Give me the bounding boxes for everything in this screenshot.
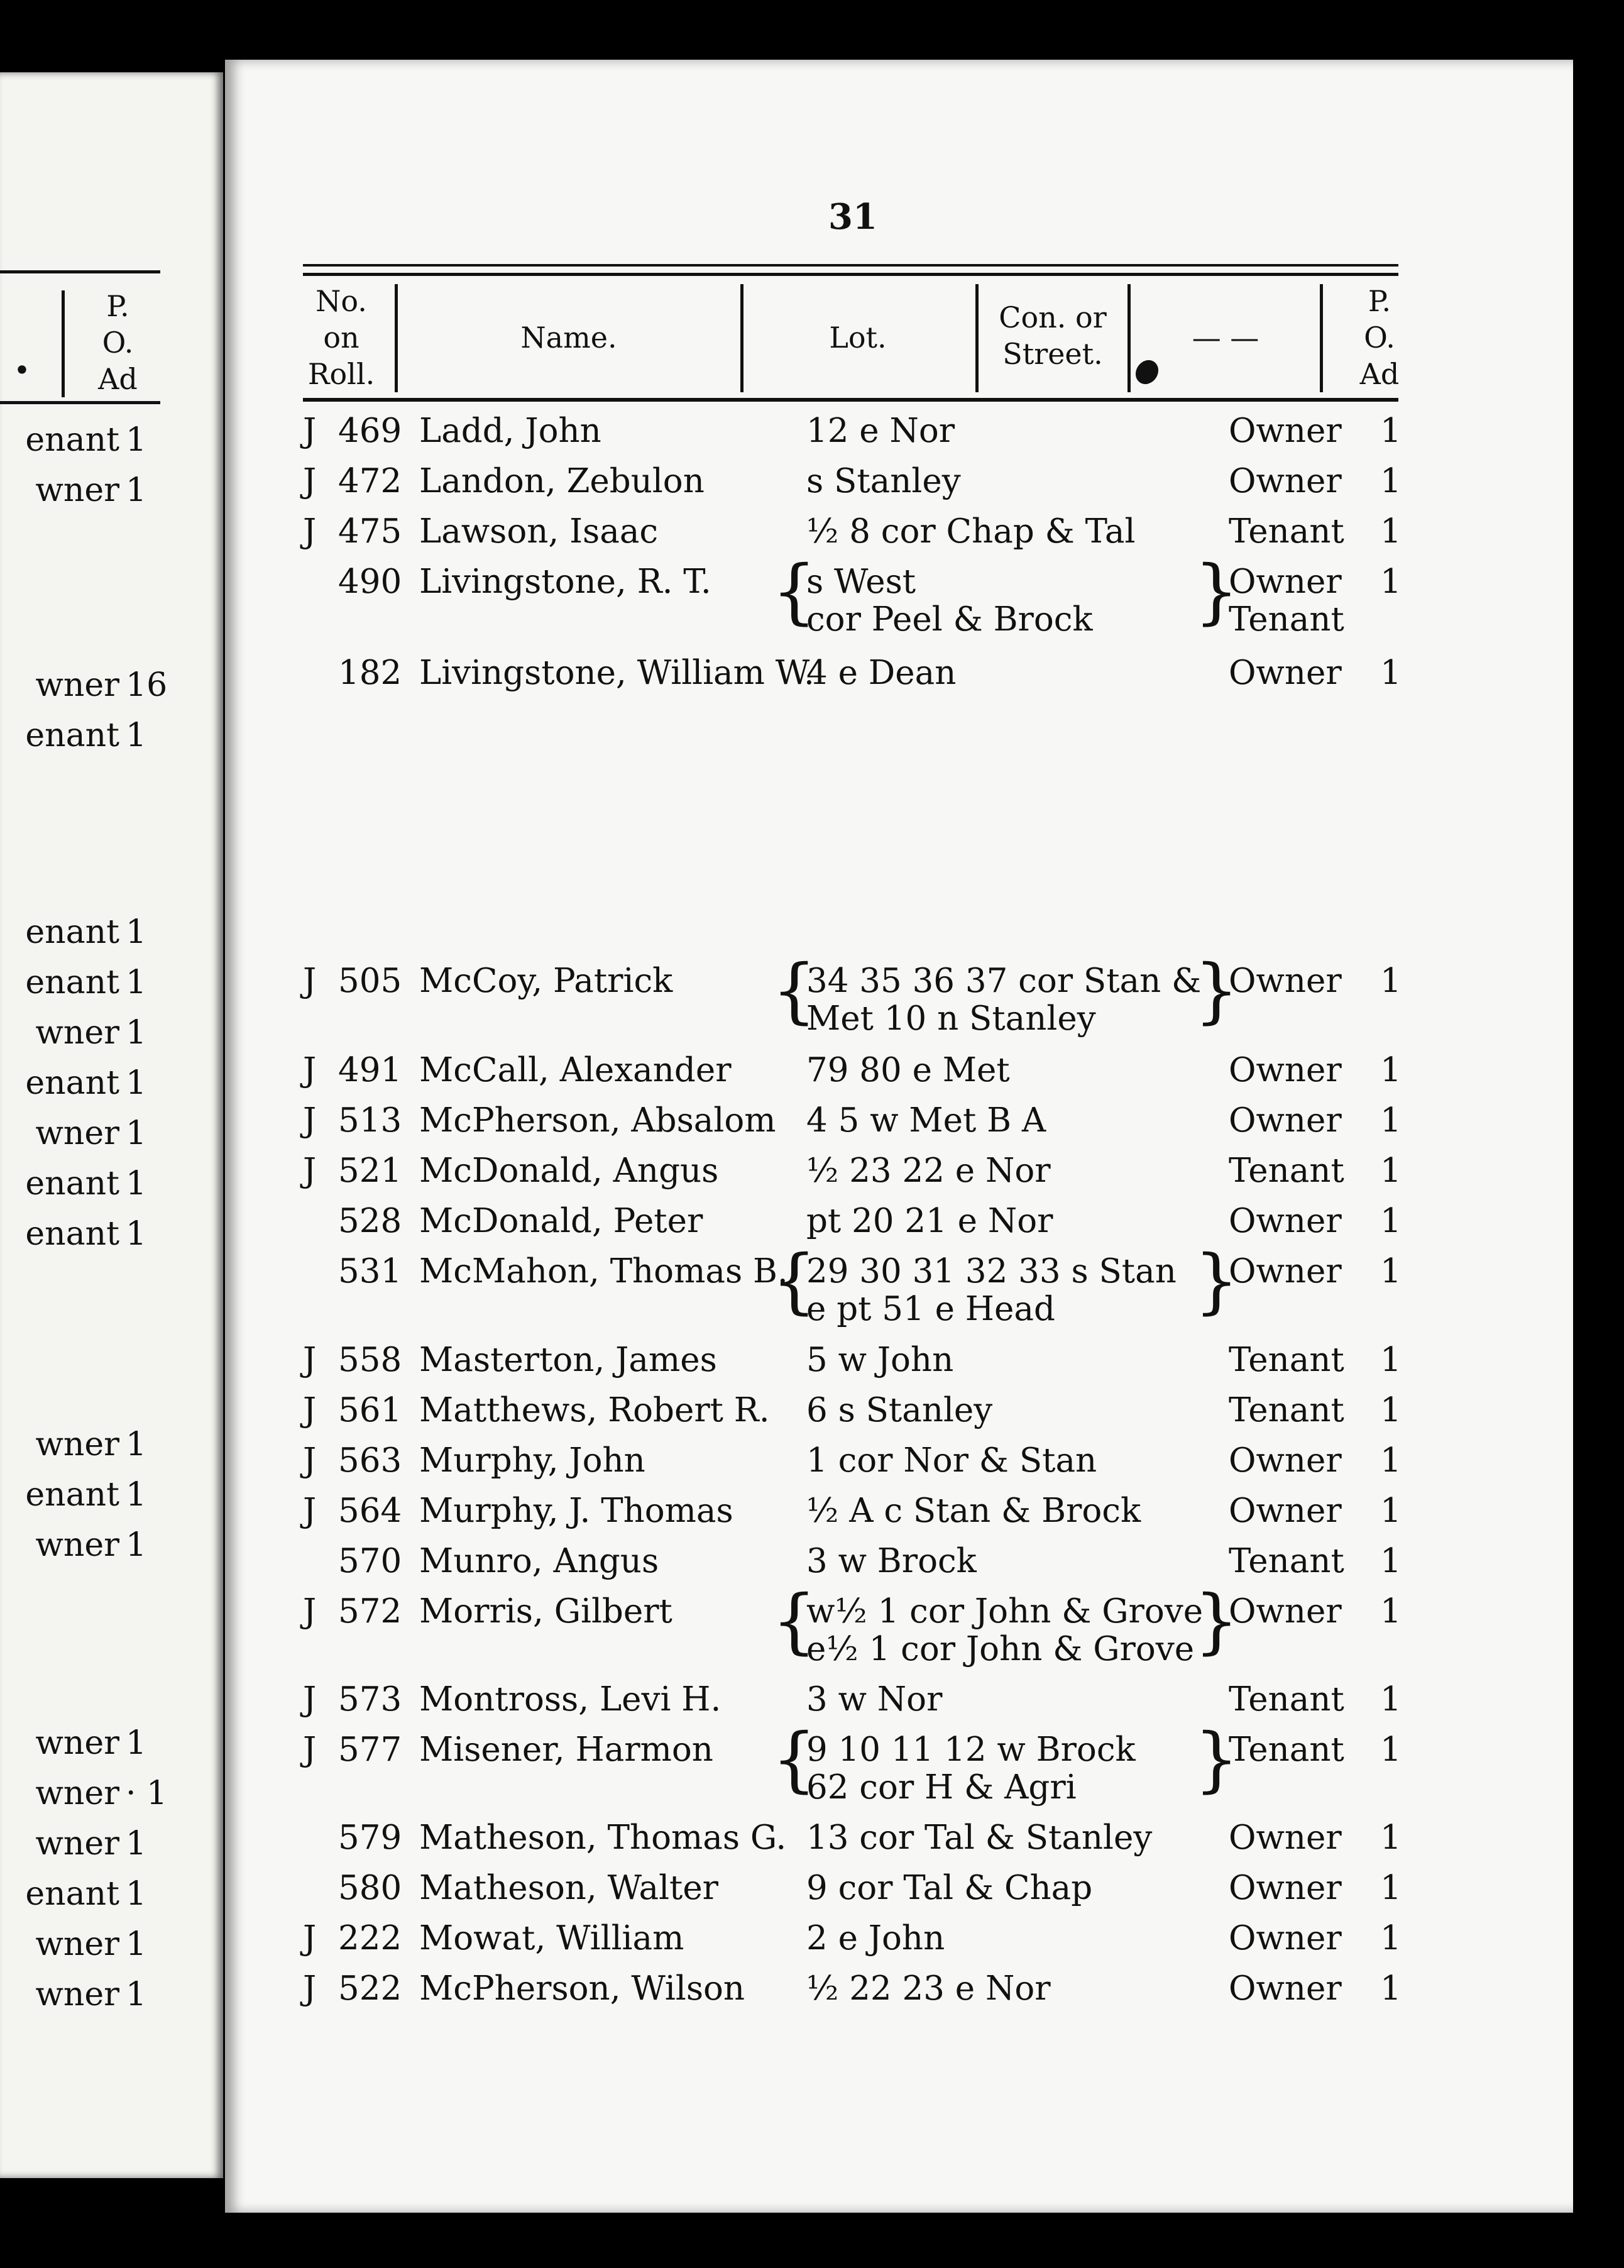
entry-po: 1	[1380, 1152, 1402, 1190]
entry-name: Landon, Zebulon	[419, 462, 705, 500]
left-row-count: 1	[126, 421, 147, 459]
entry-status: Owner	[1229, 654, 1342, 692]
entry-po: 1	[1380, 1731, 1402, 1769]
left-row-status: wner	[35, 1976, 119, 2013]
roll-number: 577	[338, 1731, 402, 1769]
table-row	[0, 462, 1624, 512]
table-row	[0, 654, 1624, 704]
header-po-line1: P.	[1368, 284, 1391, 318]
entry-po: 1	[1380, 1542, 1402, 1580]
header-rule-bottom	[303, 398, 1398, 402]
left-header-mark: •	[13, 353, 31, 387]
entry-status: Owner	[1229, 1051, 1342, 1089]
table-row	[0, 1492, 1624, 1542]
entry-name: Masterton, James	[419, 1341, 717, 1379]
roll-flag: J	[303, 1341, 317, 1379]
entry-po: 1	[1380, 563, 1402, 601]
entry-lot: 13 cor Tal & Stanley	[806, 1819, 1153, 1857]
left-header-rule-top	[0, 270, 160, 273]
entry-name: Montross, Levi H.	[419, 1680, 721, 1719]
entry-lot: pt 20 21 e Nor	[806, 1202, 1053, 1240]
left-brace: {	[772, 950, 817, 1032]
roll-flag: J	[303, 1492, 317, 1530]
roll-number: 469	[338, 412, 402, 450]
entry-name: Munro, Angus	[419, 1542, 659, 1580]
roll-number: 558	[338, 1341, 402, 1379]
entry-lot-second-line: Met 10 n Stanley	[806, 999, 1096, 1038]
entry-status: Owner	[1229, 1919, 1342, 1957]
header-con-line2: Street.	[1002, 337, 1103, 371]
left-row-count: 1	[126, 964, 147, 1001]
entry-po: 1	[1380, 1441, 1402, 1480]
entry-lot: w½ 1 cor John & Grove	[806, 1592, 1204, 1631]
entry-lot: 6 s Stanley	[806, 1391, 993, 1429]
entry-po: 1	[1380, 1819, 1402, 1857]
roll-flag: J	[303, 512, 317, 551]
header-name: Name.	[520, 321, 617, 355]
left-row-count: 1	[126, 1165, 147, 1203]
header-po-line2: O.	[1364, 321, 1395, 355]
entry-po: 1	[1380, 1969, 1402, 2008]
entry-name: McCoy, Patrick	[419, 962, 673, 1000]
entry-lot: 12 e Nor	[806, 412, 955, 450]
roll-flag: J	[303, 1919, 317, 1957]
left-row-status: wner	[35, 1014, 119, 1052]
entry-name: McDonald, Angus	[419, 1152, 719, 1190]
entry-lot-second-line: 62 cor H & Agri	[806, 1768, 1077, 1807]
entry-po: 1	[1380, 1341, 1402, 1379]
left-row-status: wner	[35, 1426, 119, 1463]
header-roll-line3: Roll.	[307, 357, 375, 391]
entry-name: McDonald, Peter	[419, 1202, 703, 1240]
header-roll-line2: on	[323, 321, 359, 355]
left-row-status: enant	[25, 1064, 119, 1102]
entry-po: 1	[1380, 512, 1402, 551]
left-row-count: 1	[126, 1825, 147, 1863]
roll-number: 505	[338, 962, 402, 1000]
table-row	[0, 1869, 1624, 1919]
roll-flag: J	[303, 1680, 317, 1719]
left-row-count: · 1	[126, 1775, 168, 1812]
entry-status: Owner	[1229, 1969, 1342, 2008]
left-row-count: 1	[126, 1426, 147, 1463]
roll-number: 570	[338, 1542, 402, 1580]
roll-flag: J	[303, 462, 317, 500]
right-brace: }	[1194, 1240, 1239, 1322]
roll-number: 564	[338, 1492, 402, 1530]
entry-po: 1	[1380, 1919, 1402, 1957]
table-row	[0, 1240, 1624, 1328]
roll-number: 531	[338, 1252, 402, 1291]
entry-status: Owner	[1229, 563, 1342, 601]
left-row-status: enant	[25, 913, 119, 951]
left-brace: {	[772, 1580, 817, 1662]
left-row-count: 1	[126, 1925, 147, 1963]
table-row	[0, 1391, 1624, 1441]
entry-status: Owner	[1229, 412, 1342, 450]
roll-flag: J	[303, 1391, 317, 1429]
right-brace: }	[1194, 950, 1239, 1032]
entry-name: Mowat, William	[419, 1919, 684, 1957]
header-con-line1: Con. or	[999, 300, 1107, 334]
left-row-status: enant	[25, 1476, 119, 1514]
left-row-status: wner	[35, 1925, 119, 1963]
left-row-count: 16	[126, 666, 168, 704]
left-row-count: 1	[126, 1526, 147, 1564]
header-divider-5	[1320, 284, 1323, 392]
entry-po: 1	[1380, 654, 1402, 692]
entry-lot: 4 5 w Met B A	[806, 1101, 1046, 1140]
entry-lot: 4 e Dean	[806, 654, 957, 692]
roll-number: 561	[338, 1391, 402, 1429]
entry-po: 1	[1380, 1391, 1402, 1429]
entry-lot: 2 e John	[806, 1919, 945, 1957]
left-row-count: 1	[126, 913, 147, 951]
entry-name: McPherson, Wilson	[419, 1969, 745, 2008]
left-header-divider	[62, 290, 65, 397]
left-row-status: wner	[35, 666, 119, 704]
entry-po: 1	[1380, 1051, 1402, 1089]
entry-name: Livingstone, William W.	[419, 654, 815, 692]
entry-status: Owner	[1229, 462, 1342, 500]
entry-status: Tenant	[1229, 1391, 1344, 1429]
entry-po: 1	[1380, 1680, 1402, 1719]
entry-name: Morris, Gilbert	[419, 1592, 672, 1631]
table-row	[0, 551, 1624, 639]
left-row-status: wner	[35, 1775, 119, 1812]
entry-name: McMahon, Thomas B.	[419, 1252, 788, 1291]
roll-number: 490	[338, 563, 402, 601]
entry-name: Matheson, Walter	[419, 1869, 719, 1907]
entry-status: Tenant	[1229, 1731, 1344, 1769]
page-number: 31	[828, 196, 877, 238]
roll-number: 491	[338, 1051, 402, 1089]
entry-status: Owner	[1229, 1252, 1342, 1291]
entry-status: Tenant	[1229, 512, 1344, 551]
entry-status: Owner	[1229, 1101, 1342, 1140]
roll-flag: J	[303, 1051, 317, 1089]
entry-po: 1	[1380, 1869, 1402, 1907]
left-row-status: enant	[25, 421, 119, 459]
entry-status: Tenant	[1229, 1152, 1344, 1190]
roll-number: 579	[338, 1819, 402, 1857]
roll-flag: J	[303, 1969, 317, 2008]
roll-flag: J	[303, 962, 317, 1000]
roll-flag: J	[303, 1592, 317, 1631]
entry-lot: ½ 8 cor Chap & Tal	[806, 512, 1136, 551]
roll-flag: J	[303, 412, 317, 450]
entry-lot-second-line: e½ 1 cor John & Grove	[806, 1630, 1195, 1668]
entry-lot: 9 10 11 12 w Brock	[806, 1731, 1136, 1769]
roll-flag: J	[303, 1101, 317, 1140]
left-row-status: enant	[25, 1165, 119, 1203]
header-status: — —	[1192, 321, 1259, 355]
entry-po: 1	[1380, 1592, 1402, 1631]
left-row-count: 1	[126, 1014, 147, 1052]
left-row-status: wner	[35, 1724, 119, 1762]
entry-status: Tenant	[1229, 1341, 1344, 1379]
header-divider-3	[975, 284, 979, 392]
left-row-count: 1	[126, 1724, 147, 1762]
entry-lot: s Stanley	[806, 462, 961, 500]
table-row	[0, 412, 1624, 462]
roll-number: 513	[338, 1101, 402, 1140]
entry-status: Owner	[1229, 1202, 1342, 1240]
entry-name: Matheson, Thomas G.	[419, 1819, 787, 1857]
right-brace: }	[1194, 551, 1239, 632]
entry-name: Murphy, John	[419, 1441, 645, 1480]
entry-status-second-line: Tenant	[1229, 600, 1344, 639]
left-row-count: 1	[126, 471, 147, 509]
entry-lot: 3 w Brock	[806, 1542, 977, 1580]
left-brace: {	[772, 551, 817, 632]
entry-name: Livingstone, R. T.	[419, 563, 711, 601]
entry-lot: ½ 22 23 e Nor	[806, 1969, 1051, 2008]
left-row-status: wner	[35, 1825, 119, 1863]
entry-lot: 5 w John	[806, 1341, 954, 1379]
left-row-status: enant	[25, 1215, 119, 1253]
entry-po: 1	[1380, 962, 1402, 1000]
entry-status: Owner	[1229, 1492, 1342, 1530]
left-row-count: 1	[126, 1976, 147, 2013]
entry-status: Owner	[1229, 962, 1342, 1000]
entry-status: Owner	[1229, 1592, 1342, 1631]
table-row	[0, 1580, 1624, 1668]
left-header-po-line3: Ad	[98, 362, 138, 396]
table-row	[0, 1051, 1624, 1101]
entry-po: 1	[1380, 1202, 1402, 1240]
header-divider-2	[740, 284, 743, 392]
entry-lot: ½ 23 22 e Nor	[806, 1152, 1051, 1190]
left-row-status: enant	[25, 717, 119, 754]
entry-po: 1	[1380, 1101, 1402, 1140]
entry-name: Murphy, J. Thomas	[419, 1492, 733, 1530]
header-rule-top	[303, 264, 1398, 267]
left-brace: {	[772, 1719, 817, 1800]
header-divider-4	[1127, 284, 1131, 392]
table-row	[0, 1101, 1624, 1152]
roll-number: 522	[338, 1969, 402, 2008]
roll-flag: J	[303, 1441, 317, 1480]
table-row	[0, 1819, 1624, 1869]
roll-number: 573	[338, 1680, 402, 1719]
left-header-po-line1: P.	[106, 289, 129, 323]
entry-lot: 29 30 31 32 33 s Stan	[806, 1252, 1177, 1291]
entry-status: Tenant	[1229, 1680, 1344, 1719]
table-row	[0, 950, 1624, 1038]
entry-lot-second-line: e pt 51 e Head	[806, 1290, 1055, 1328]
table-row	[0, 1919, 1624, 1969]
header-po-line3: Ad	[1359, 357, 1400, 391]
table-row	[0, 1341, 1624, 1391]
entry-status: Owner	[1229, 1441, 1342, 1480]
left-row-count: 1	[126, 717, 147, 754]
roll-number: 572	[338, 1592, 402, 1631]
entry-status: Owner	[1229, 1819, 1342, 1857]
entry-name: Matthews, Robert R.	[419, 1391, 770, 1429]
entry-po: 1	[1380, 1492, 1402, 1530]
left-row-status: wner	[35, 471, 119, 509]
entry-po: 1	[1380, 412, 1402, 450]
entry-lot: s West	[806, 563, 916, 601]
roll-flag: J	[303, 1152, 317, 1190]
roll-number: 580	[338, 1869, 402, 1907]
roll-number: 472	[338, 462, 402, 500]
header-roll-line1: No.	[315, 284, 367, 318]
left-brace: {	[772, 1240, 817, 1322]
entry-name: Lawson, Isaac	[419, 512, 659, 551]
left-row-status: wner	[35, 1115, 119, 1152]
entry-lot: 34 35 36 37 cor Stan &	[806, 962, 1202, 1000]
entry-lot: ½ A c Stan & Brock	[806, 1492, 1141, 1530]
roll-number: 563	[338, 1441, 402, 1480]
left-row-status: enant	[25, 964, 119, 1001]
entry-lot: 1 cor Nor & Stan	[806, 1441, 1097, 1480]
entry-lot-second-line: cor Peel & Brock	[806, 600, 1093, 639]
entry-name: McPherson, Absalom	[419, 1101, 776, 1140]
table-row	[0, 1152, 1624, 1202]
header-rule-top-2	[303, 273, 1398, 276]
entry-lot: 79 80 e Met	[806, 1051, 1010, 1089]
table-row	[0, 1969, 1624, 2020]
roll-number: 222	[338, 1919, 402, 1957]
left-header-rule-bottom	[0, 401, 160, 404]
entry-lot: 3 w Nor	[806, 1680, 943, 1719]
header-lot: Lot.	[829, 321, 887, 355]
roll-number: 521	[338, 1152, 402, 1190]
header-divider-1	[395, 284, 398, 392]
left-row-status: enant	[25, 1875, 119, 1913]
entry-po: 1	[1380, 462, 1402, 500]
entry-po: 1	[1380, 1252, 1402, 1291]
entry-status: Owner	[1229, 1869, 1342, 1907]
entry-lot: 9 cor Tal & Chap	[806, 1869, 1093, 1907]
left-row-count: 1	[126, 1476, 147, 1514]
left-row-count: 1	[126, 1875, 147, 1913]
table-row	[0, 1441, 1624, 1492]
roll-number: 475	[338, 512, 402, 551]
roll-number: 182	[338, 654, 402, 692]
left-header-po-line2: O.	[102, 326, 134, 360]
left-row-count: 1	[126, 1064, 147, 1102]
entry-name: Misener, Harmon	[419, 1731, 713, 1769]
entry-name: McCall, Alexander	[419, 1051, 732, 1089]
left-row-status: wner	[35, 1526, 119, 1564]
right-brace: }	[1194, 1580, 1239, 1662]
left-row-count: 1	[126, 1115, 147, 1152]
entry-status: Tenant	[1229, 1542, 1344, 1580]
roll-flag: J	[303, 1731, 317, 1769]
left-row-count: 1	[126, 1215, 147, 1253]
entry-name: Ladd, John	[419, 412, 601, 450]
roll-number: 528	[338, 1202, 402, 1240]
right-brace: }	[1194, 1719, 1239, 1800]
